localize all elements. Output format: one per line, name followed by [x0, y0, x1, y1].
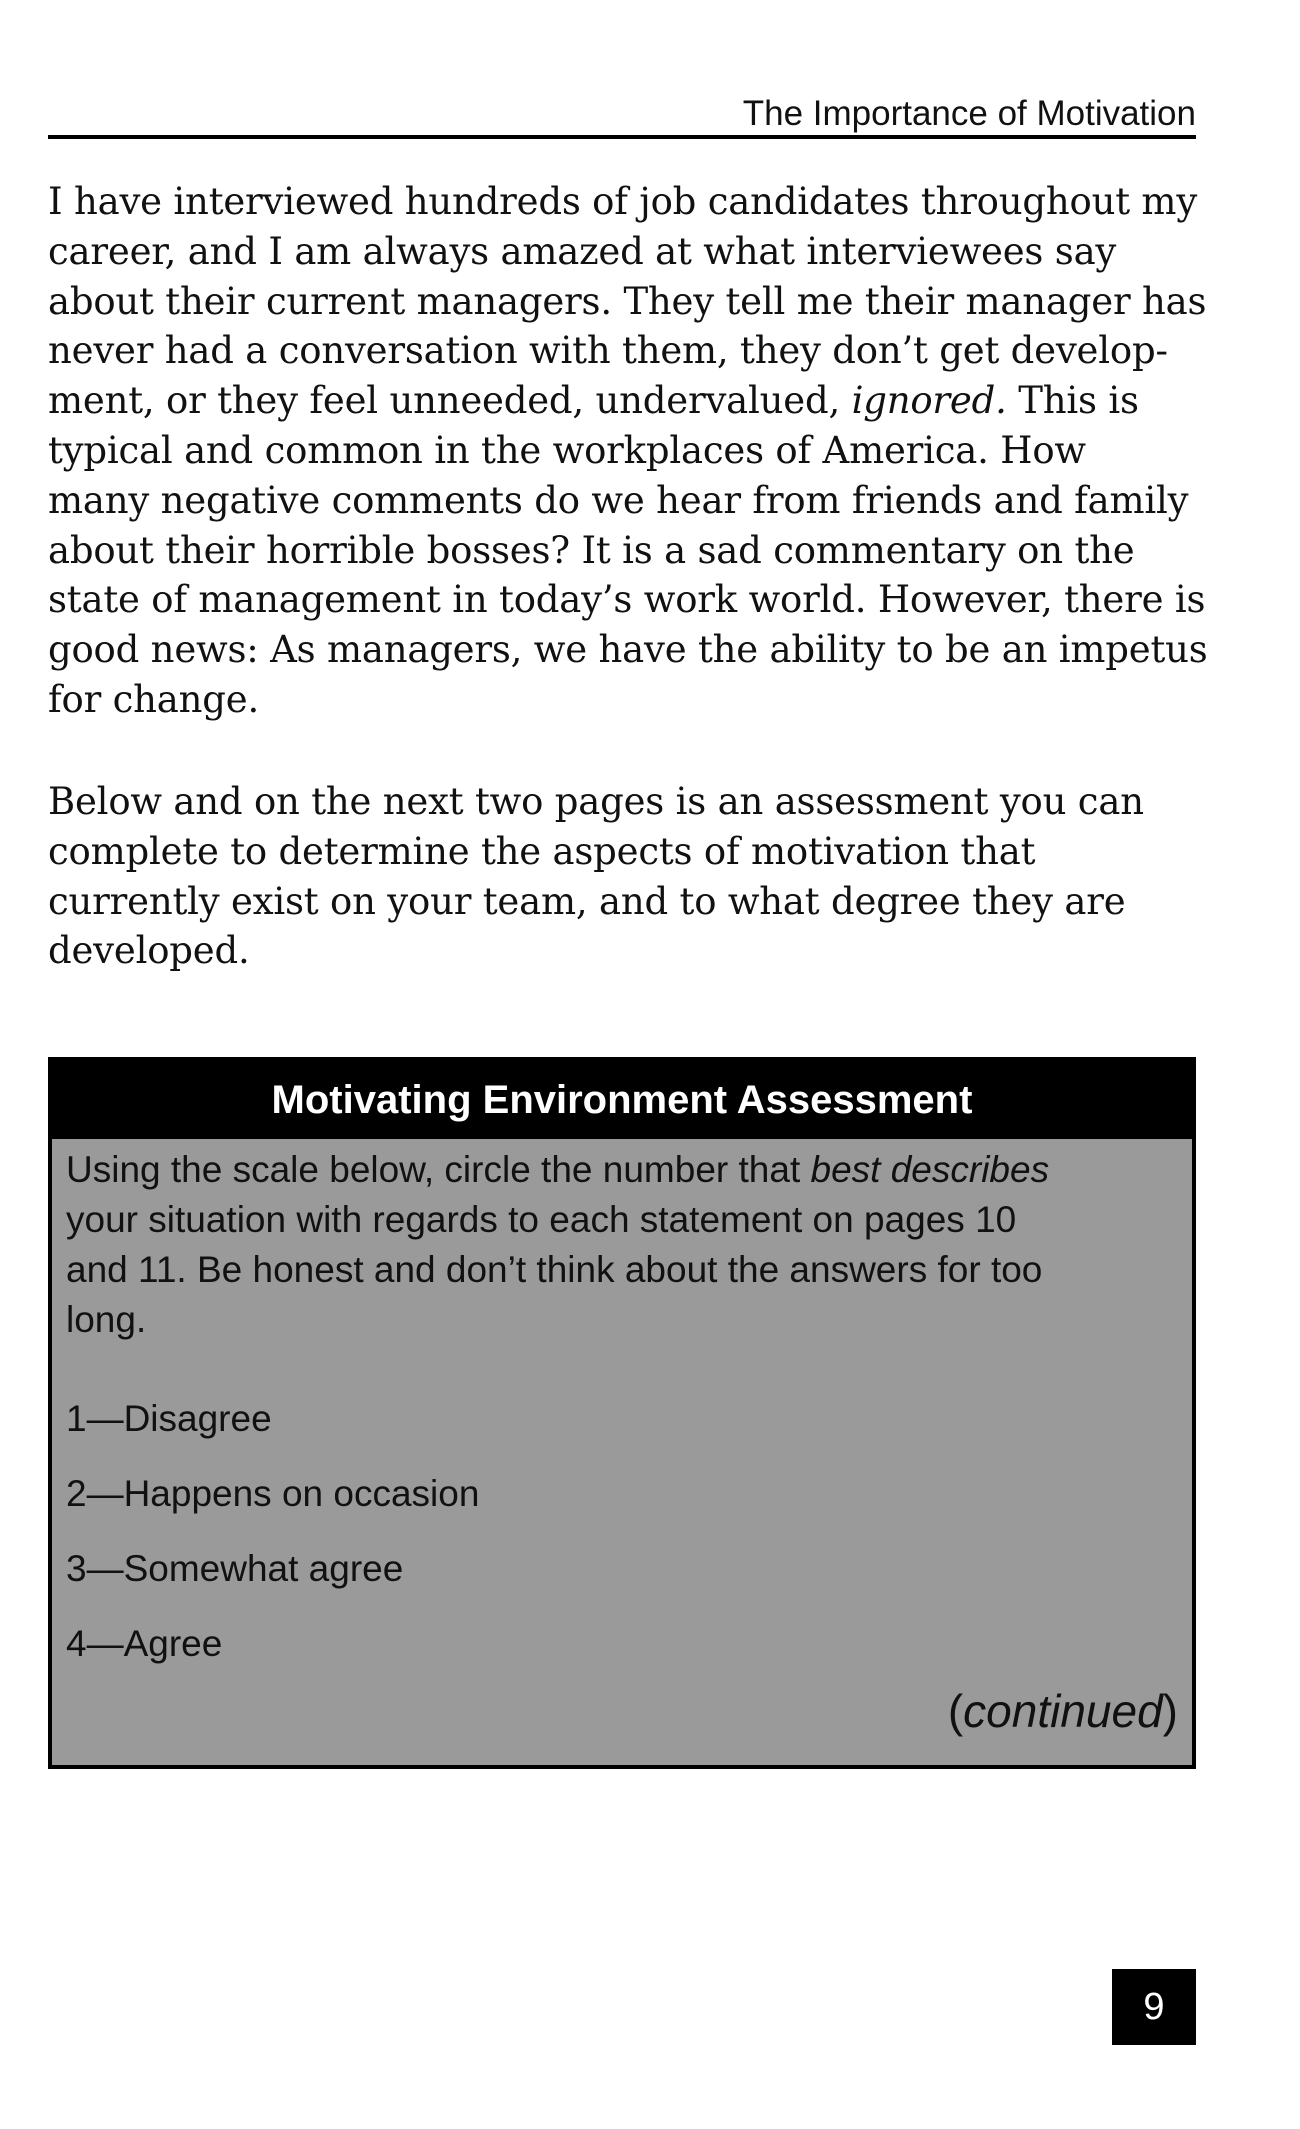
text-line: I have interviewed hundreds of job candidates throughout my [48, 180, 1198, 223]
assessment-box [48, 1057, 1196, 1769]
rating-scale [66, 1394, 1180, 1669]
text-line: never had a conversation with them, they don’t get develop- [48, 329, 1168, 373]
body-paragraph-2 [48, 777, 1208, 976]
running-header: The Importance of Motivation [742, 94, 1196, 133]
text-line: career, and I am always amazed at what interviewees say [48, 229, 1117, 273]
text-line: about their current managers. They tell me their manager has [48, 279, 1207, 323]
paren-close: ) [1162, 1685, 1178, 1737]
instruction-line: long. [66, 1299, 147, 1340]
text-line: complete to determine the aspects of motivation that [48, 829, 1036, 873]
text-line: state of management in today’s work world. However, there is [48, 578, 1206, 622]
continued-word: continued [963, 1685, 1163, 1737]
emphasized-phrase: best describes [810, 1149, 1050, 1190]
assessment-title: Motivating Environment Assessment [52, 1061, 1192, 1139]
text-line: for change. [48, 677, 260, 721]
text-segment: This is [1006, 379, 1139, 423]
emphasized-word: ignored. [851, 379, 1007, 423]
scale-item-2: 2—Happens on occasion [66, 1473, 480, 1514]
instruction-line [66, 1145, 1180, 1195]
text-line: typical and common in the workplaces of America. How [48, 428, 1086, 472]
page-number: 9 [1112, 1969, 1196, 2045]
scale-item-4: 4—Agree [66, 1623, 223, 1664]
text-line [48, 376, 1208, 426]
text-line: currently exist on your team, and to what degree they are [48, 879, 1126, 923]
scale-item-1: 1—Disagree [66, 1398, 272, 1439]
instruction-line: your situation with regards to each statement on pages 10 [66, 1199, 1017, 1240]
text-line: good news: As managers, we have the ability to be an impetus [48, 628, 1208, 672]
text-segment: ment, or they feel unneeded, undervalued, [48, 379, 852, 423]
body-paragraph-1 [48, 177, 1208, 725]
text-segment: Using the scale below, circle the number that [66, 1149, 811, 1190]
continued-note [948, 1683, 1178, 1739]
assessment-instructions [66, 1145, 1180, 1345]
header-rule [48, 135, 1196, 139]
scale-item-3: 3—Somewhat agree [66, 1548, 404, 1589]
paren-open: ( [947, 1685, 964, 1737]
assessment-content [52, 1139, 1192, 1669]
text-line: developed. [48, 929, 250, 973]
instruction-line: and 11. Be honest and don’t think about the answers for too [66, 1249, 1043, 1290]
text-line: about their horrible bosses? It is a sad commentary on the [48, 528, 1135, 572]
text-line: Below and on the next two pages is an assessment you can [48, 780, 1144, 823]
text-line: many negative comments do we hear from friends and family [48, 478, 1189, 522]
